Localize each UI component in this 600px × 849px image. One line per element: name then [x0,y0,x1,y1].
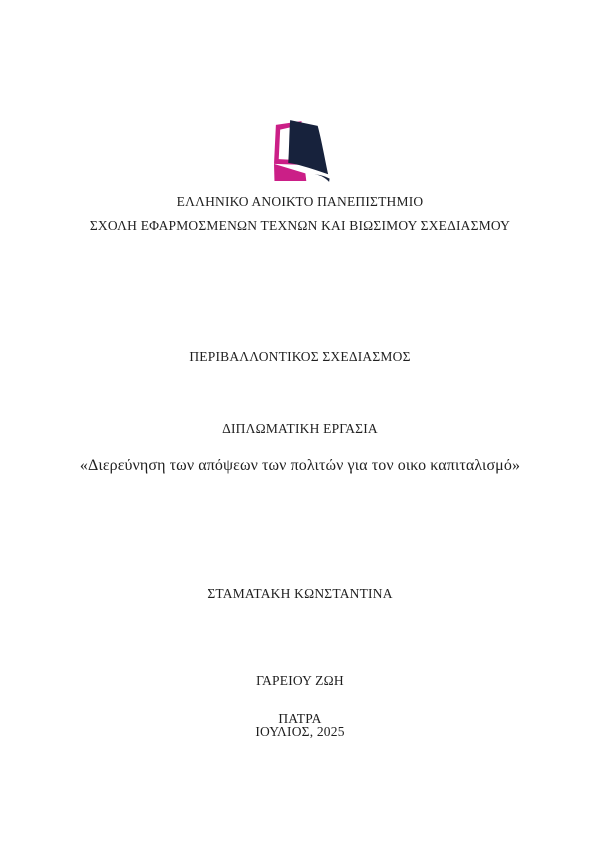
city-label: ΠΑΤΡΑ [278,711,322,726]
logo-pink-page [274,164,306,181]
logo-navy-cover [288,120,328,174]
school-name: ΣΧΟΛΗ ΕΦΑΡΜΟΣΜΕΝΩΝ ΤΕΧΝΩΝ ΚΑΙ ΒΙΩΣΙΜΟΥ ΣΧΕΔΙΑΣΜΟΥ [89,218,511,233]
date-label: ΙΟΥΛΙΟΣ, 2025 [255,724,345,739]
university-name: ΕΛΛΗΝΙΚΟ ΑΝΟΙΚΤΟ ΠΑΝΕΠΙΣΤΗΜΙΟ [176,194,424,209]
author-name: ΣΤΑΜΑΤΑΚΗ ΚΩΝΣΤΑΝΤΙΝΑ [207,586,393,601]
logo-navy-page-curl [312,174,330,182]
program-name: ΠΕΡΙΒΑΛΛΟΝΤΙΚΟΣ ΣΧΕΔΙΑΣΜΟΣ [189,349,411,364]
university-logo-icon [274,119,331,184]
thesis-title: «Διερεύνηση των απόψεων των πολιτών για τον οικο καπιταλισμό» [79,457,521,474]
thesis-type-label: ΔΙΠΛΩΜΑΤΙΚΗ ΕΡΓΑΣΙΑ [222,421,378,436]
supervisor-name: ΓΑΡΕΙΟΥ ΖΩΗ [256,673,344,688]
